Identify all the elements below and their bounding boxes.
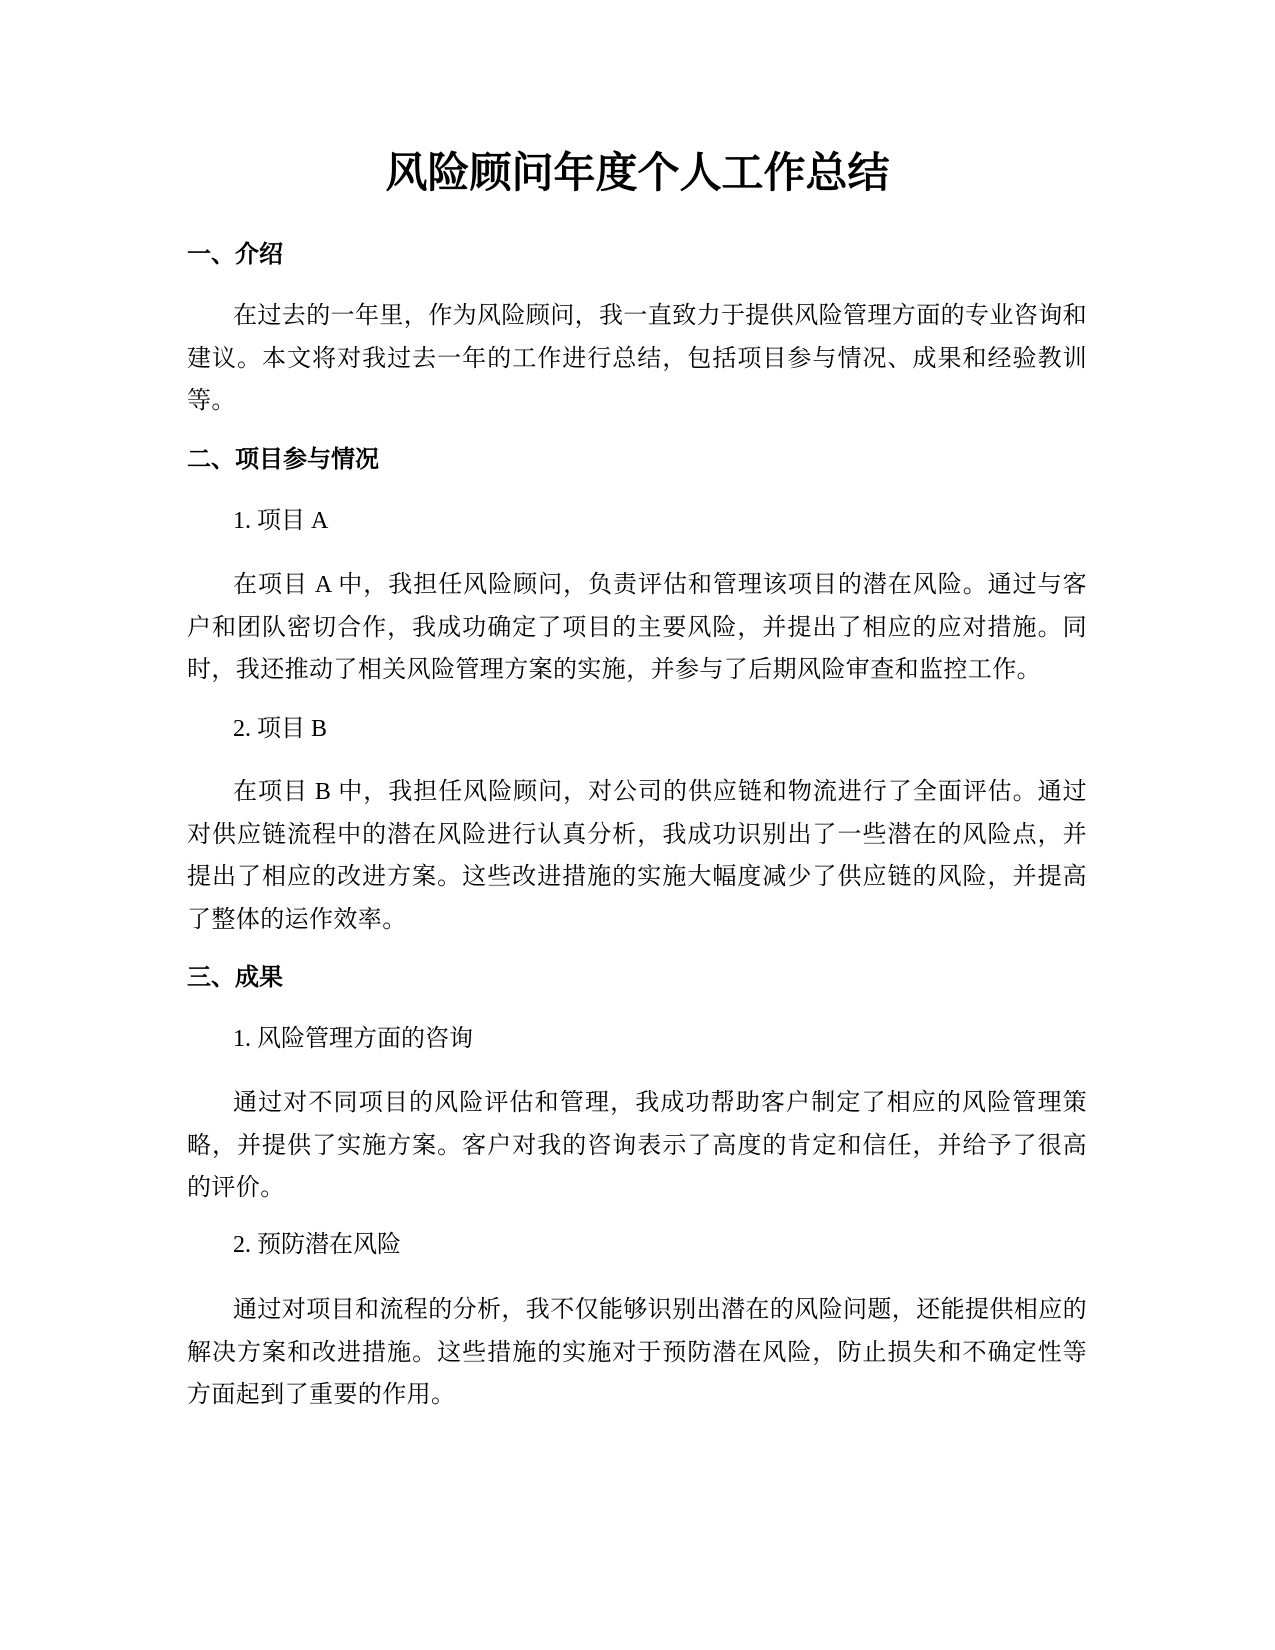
- result-prevention-paragraph: 通过对项目和流程的分析，我不仅能够识别出潜在的风险问题，还能提供相应的解决方案和改进措施。这些措施的实施对于预防潜在风险，防止损失和不确定性等方面起到了重要的作用。: [187, 1297, 1087, 1408]
- section-heading-projects: 二、项目参与情况: [187, 445, 379, 473]
- section-heading-results: 三、成果: [187, 963, 283, 991]
- project-b-label: 2. 项目 B: [233, 716, 328, 742]
- result-prevention-label: 2. 预防潜在风险: [233, 1232, 401, 1258]
- introduction-paragraph: 在过去的一年里，作为风险顾问，我一直致力于提供风险管理方面的专业咨询和建议。本文将对我过去一年的工作进行总结，包括项目参与情况、成果和经验教训等。: [187, 303, 1087, 414]
- project-b-paragraph: 在项目 B 中，我担任风险顾问，对公司的供应链和物流进行了全面评估。通过对供应链流程中的潜在风险进行认真分析，我成功识别出了一些潜在的风险点，并提出了相应的改进方案。这些改进措施的实施大幅度减少了供应链的风险，并提高了整体的运作效率。: [187, 779, 1087, 933]
- document-title: 风险顾问年度个人工作总结: [385, 148, 890, 197]
- project-a-label: 1. 项目 A: [233, 508, 329, 534]
- result-consulting-paragraph: 通过对不同项目的风险评估和管理，我成功帮助客户制定了相应的风险管理策略，并提供了实施方案。客户对我的咨询表示了高度的肯定和信任，并给予了很高的评价。: [187, 1090, 1087, 1201]
- project-a-paragraph: 在项目 A 中，我担任风险顾问，负责评估和管理该项目的潜在风险。通过与客户和团队密切合作，我成功确定了项目的主要风险，并提出了相应的应对措施。同时，我还推动了相关风险管理方案的实施，并参与了后期风险审查和监控工作。: [187, 572, 1087, 683]
- section-heading-introduction: 一、介绍: [187, 240, 283, 268]
- result-consulting-label: 1. 风险管理方面的咨询: [233, 1026, 473, 1052]
